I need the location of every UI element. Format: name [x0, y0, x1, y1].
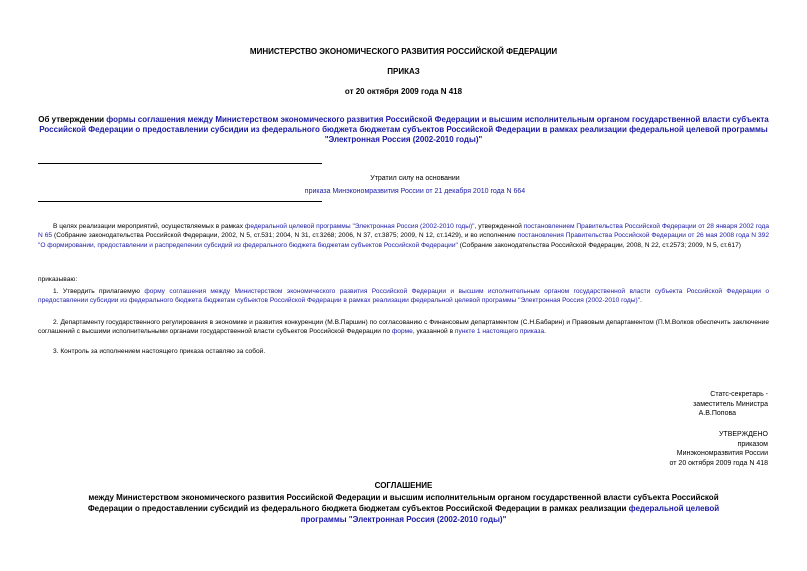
preamble-text: В целях реализации мероприятий, осуществляемых в рамках	[53, 223, 245, 230]
item-1-text: 1. Утвердить прилагаемую	[53, 288, 145, 295]
approval-text: от 20 октября 2009 года N 418	[669, 459, 768, 467]
divider-bottom	[38, 201, 322, 202]
resolution-392-link[interactable]: постановления Правительства Российской Федерации от 26 мая 2008 года N 392 "О формировании, предоставлении и распределении субсидий из федерального бюджета бюджетам субъектов Российской Федерации"	[38, 232, 769, 249]
item-2	[38, 318, 769, 337]
item-1-text: .	[640, 297, 642, 305]
item-1	[38, 287, 769, 306]
status-note-link[interactable]: приказа Минэкономразвития России от 21 декабря 2010 года N 664	[304, 187, 526, 195]
item-1-ref-link[interactable]: пункте 1 настоящего приказа	[454, 328, 545, 336]
form-link[interactable]: форме	[391, 328, 413, 336]
status-note-text: Утратил силу на основании	[370, 175, 460, 182]
item-3: 3. Контроль за исполнением настоящего приказа оставляю за собой.	[53, 348, 266, 355]
signature-name: А.В.Попова	[698, 410, 736, 418]
item-2-text: .	[544, 328, 546, 336]
preamble	[38, 222, 769, 250]
doc-date-number: от 20 октября 2009 года N 418	[344, 87, 463, 96]
status-note	[260, 174, 570, 196]
doc-type: ПРИКАЗ	[387, 67, 420, 76]
agreement-subject-text: между Министерством экономического развития Российской Федерации и высшим исполнительным органом государственной власти субъекта Российской	[88, 493, 719, 502]
approval-block	[560, 430, 768, 468]
signature-position: Статс-секретарь -	[710, 391, 768, 398]
approval-text: приказом	[737, 440, 768, 448]
preamble-text: (Собрание законодательства Российской Федерации, 2008, N 22, ст.2573; 2009, N 5, ст.617)	[457, 241, 741, 249]
order-title	[38, 115, 769, 145]
item-2-text: 2. Департаменту государственного регулирования в экономике и развития конкуренции (М.В.Паршин) по согласованию с Финансовым департаментом (С.Н.Бабарин) и Правовым департаментом (П.М.Волков обеспечить заключение соглашений с высшими исполнительными органами государственной власти субъектов Российской Федерации по	[38, 319, 769, 336]
agreement-subject	[38, 492, 769, 525]
divider-top	[38, 163, 322, 164]
preamble-text: , утвержденной	[474, 223, 524, 230]
item-2-text: , указанной в	[412, 328, 455, 336]
signature-block	[560, 390, 768, 419]
preamble-text: (Собрание законодательства Российской Федерации, 2002, N 5, ст.531; 2004, N 31, ст.3268; 2006, N 37, ст.3875; 2009, N 12, ст.1429), и во исполнение	[52, 232, 518, 240]
agreement-form-link[interactable]: форму соглашения между Министерством экономического развития Российской Федерации и высшим исполнительным органом государственной власти субъекта Российской Федерации о предоставлении субсидии из федерального бюджета бюджетам субъектов Российской Федерации в рамках реализации федеральной целевой программы "Электронная Россия (2002-2010 годы)"	[38, 288, 769, 305]
orders-line: приказываю:	[38, 276, 78, 283]
agreement-subject-text: Федерации о предоставлении субсидий из федерального бюджета бюджетам субъектов Российской Федерации в рамках реализации	[87, 504, 629, 513]
agreement-program-link[interactable]: федеральной целевой	[628, 504, 720, 513]
resolution-65-link[interactable]: постановлением Правительства Российской Федерации от 28 января 2002 года N 65	[38, 223, 769, 240]
agreement-heading: СОГЛАШЕНИЕ	[374, 481, 433, 490]
approval-stamp: УТВЕРЖДЕНО	[718, 431, 768, 438]
ministry-heading: МИНИСТЕРСТВО ЭКОНОМИЧЕСКОГО РАЗВИТИЯ РОССИЙСКОЙ ФЕДЕРАЦИИ	[249, 47, 558, 56]
agreement-program-link-cont[interactable]: программы "Электронная Россия (2002-2010 годы)"	[300, 515, 507, 524]
signature-position: заместитель Министра	[693, 400, 768, 408]
title-prefix: Об утверждении	[38, 115, 107, 124]
approval-text: Минэкономразвития России	[676, 450, 768, 458]
title-link[interactable]: формы соглашения между Министерством экономического развития Российской Федерации и высшим исполнительным органом государственной власти субъекта Российской Федерации о предоставлении субсидии из федерального бюджета бюджетам субъектов Российской Федерации в рамках реализации федеральной целевой программы "Электронная Россия (2002-2010 годы)"	[39, 115, 769, 144]
program-link[interactable]: федеральной целевой программы "Электронная Россия (2002-2010 годы)"	[244, 223, 475, 230]
